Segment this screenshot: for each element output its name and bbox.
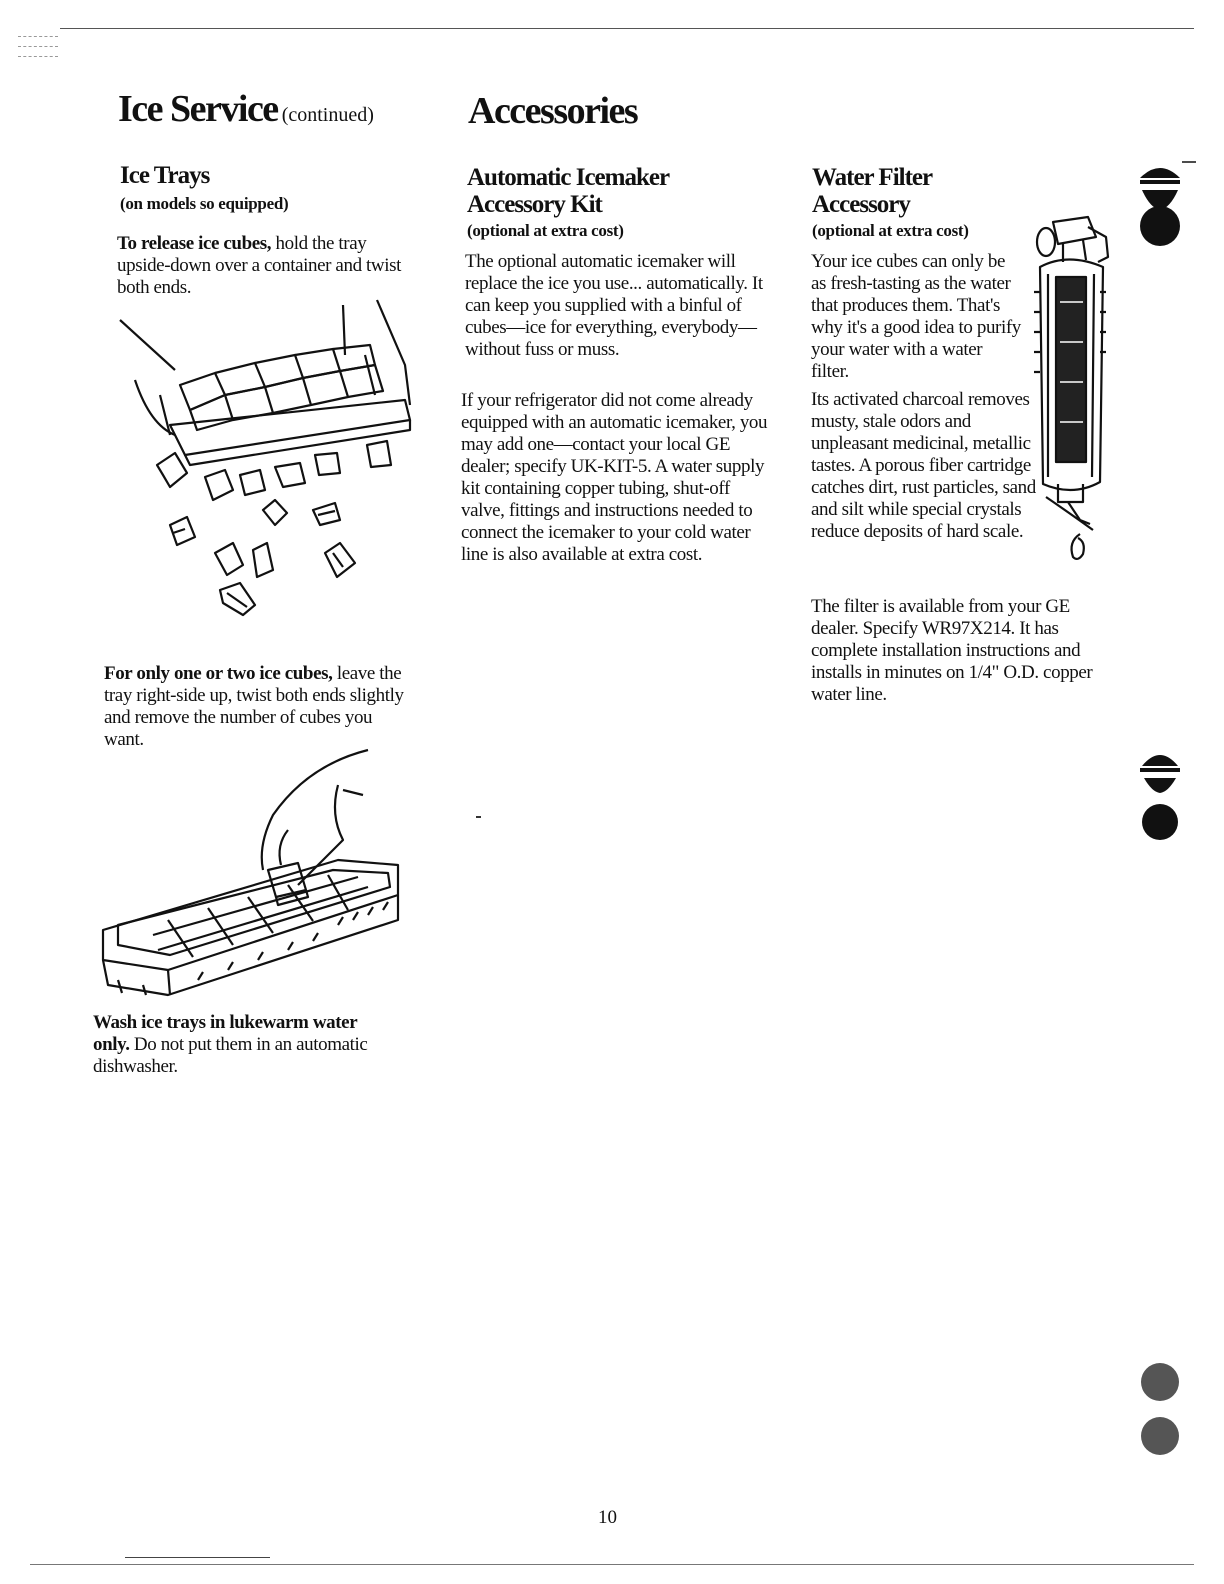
binder-hole-dot-icon xyxy=(1140,755,1180,840)
icemaker-paragraph-1: The optional automatic icemaker will replace the ice you use... automatically. It can keep you supplied with a binful of cubes—ice for everything, everybody—without fuss or muss. xyxy=(465,251,763,360)
single-lead: For only one or two ice cubes, xyxy=(104,663,333,684)
water-filter-heading-line1: Water Filter xyxy=(812,164,933,191)
binder-hole-dot-icon xyxy=(1140,168,1180,246)
page-number: 10 xyxy=(598,1507,617,1528)
water-filter-paragraph-3: The filter is available from your GE dealer. Specify WR97X214. It has complete installation instructions and installs in minutes on 1/4" O.D. copper water line. xyxy=(811,596,1093,705)
ice-tray-twist-illustration xyxy=(115,295,415,625)
water-filter-paragraph-2: Its activated charcoal removes musty, stale odors and unpleasant medicinal, metallic tastes. A porous fiber cartridge catches dirt, rust particles, sand and silt while special crystals reduce deposits of hard scale. xyxy=(811,389,1036,542)
page-title: Ice Service xyxy=(118,88,278,130)
water-filter-heading-line2: Accessory xyxy=(812,191,910,218)
page-title-suffix: (continued) xyxy=(281,104,374,126)
binder-holes xyxy=(1120,150,1210,1470)
wash-paragraph xyxy=(93,1012,383,1078)
release-paragraph xyxy=(117,233,412,299)
ice-trays-heading: Ice Trays xyxy=(120,162,210,189)
water-filter-illustration xyxy=(1028,212,1113,567)
accessories-title: Accessories xyxy=(468,90,638,132)
icemaker-note: (optional at extra cost) xyxy=(467,221,624,240)
bottom-rule xyxy=(30,1564,1194,1565)
section-title-ice-service xyxy=(118,90,438,128)
icemaker-heading-line1: Automatic Icemaker xyxy=(467,164,670,191)
scan-marks xyxy=(18,36,58,66)
top-rule xyxy=(60,28,1194,29)
water-filter-header xyxy=(812,164,1052,242)
release-lead: To release ice cubes, xyxy=(117,233,272,254)
single-cube-paragraph xyxy=(104,663,404,751)
ice-trays-header xyxy=(120,162,420,215)
ice-trays-note: (on models so equipped) xyxy=(120,194,289,213)
water-filter-note: (optional at extra cost) xyxy=(812,221,969,240)
single-text: leave the tray right-side up, twist both ends slightly and remove the number of cubes you want. xyxy=(104,663,404,750)
wash-text: Do not put them in an automatic dishwasher. xyxy=(93,1034,368,1077)
ice-tray-remove-cube-illustration xyxy=(98,745,408,1000)
water-filter-paragraph-1: Your ice cubes can only be as fresh-tasting as the water that produces them. That's why it's a good idea to purify your water with a water filter. xyxy=(811,251,1021,382)
icemaker-paragraph-2: If your refrigerator did not come already equipped with an automatic icemaker, you may add one—contact your local GE dealer; specify UK-KIT-5. A water supply kit containing copper tubing, shut-off valve, fittings and instructions needed to connect the icemaker to your cold water line is also available at extra cost. xyxy=(461,390,768,565)
bottom-short-rule xyxy=(125,1557,270,1558)
icemaker-heading-line2: Accessory Kit xyxy=(467,191,602,218)
binder-hole-dot-icon xyxy=(1141,1363,1179,1455)
release-text: hold the tray upside-down over a container and twist both ends. xyxy=(117,233,401,298)
wash-lead: Wash ice trays in lukewarm water only. xyxy=(93,1012,357,1055)
icemaker-header xyxy=(467,164,767,242)
scan-speck xyxy=(476,816,481,818)
